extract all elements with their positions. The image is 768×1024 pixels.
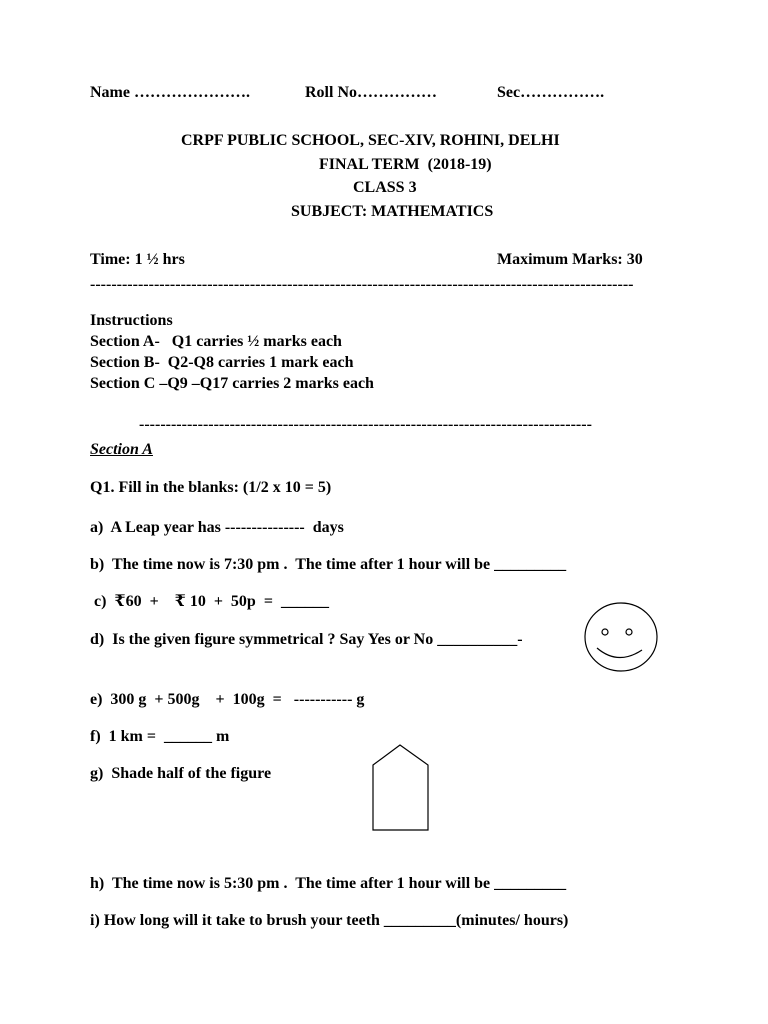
pentagon-house-figure[interactable] (371, 743, 431, 833)
question-c: c) ₹60 + ₹ 10 + 50p = ______ (90, 593, 329, 610)
instruction-item: Section C –Q9 –Q17 carries 2 marks each (90, 375, 374, 392)
smiley-face-figure (583, 602, 659, 672)
instruction-item: Section B- Q2-Q8 carries 1 mark each (90, 354, 354, 371)
question-a: a) A Leap year has --------------- days (90, 519, 344, 536)
separator-long: ------------------------------------------------------------------------------------------------------ (90, 277, 634, 293)
class-label: CLASS 3 (353, 179, 417, 196)
question-i: i) How long will it take to brush your teeth _________(minutes/ hours) (90, 912, 569, 929)
maximum-marks: Maximum Marks: 30 (497, 251, 643, 268)
question-d: d) Is the given figure symmetrical ? Say Yes or No __________- (90, 631, 523, 648)
question-g: g) Shade half of the figure (90, 765, 272, 782)
school-name: CRPF PUBLIC SCHOOL, SEC-XIV, ROHINI, DELHI (181, 132, 560, 149)
question-b: b) The time now is 7:30 pm . The time after 1 hour will be _________ (90, 556, 567, 573)
q1-title: Q1. Fill in the blanks: (1/2 x 10 = 5) (90, 479, 332, 496)
instruction-item: Section A- Q1 carries ½ marks each (90, 333, 342, 350)
exam-duration: Time: 1 ½ hrs (90, 251, 185, 268)
subject-label: SUBJECT: MATHEMATICS (291, 203, 494, 220)
question-e: e) 300 g + 500g + 100g = ----------- g (90, 691, 365, 708)
exam-term: FINAL TERM (2018-19) (319, 156, 492, 173)
roll-number-field-label: Roll No…………… (305, 84, 437, 101)
section-field-label: Sec……………. (497, 84, 605, 101)
section-a-heading: Section A (90, 441, 153, 458)
question-h: h) The time now is 5:30 pm . The time after 1 hour will be _________ (90, 875, 567, 892)
separator-short: ------------------------------------------------------------------------------------- (139, 417, 592, 433)
instructions-title: Instructions (90, 312, 173, 329)
question-f: f) 1 km = ______ m (90, 728, 230, 745)
name-field-label: Name …………………. (90, 84, 250, 101)
